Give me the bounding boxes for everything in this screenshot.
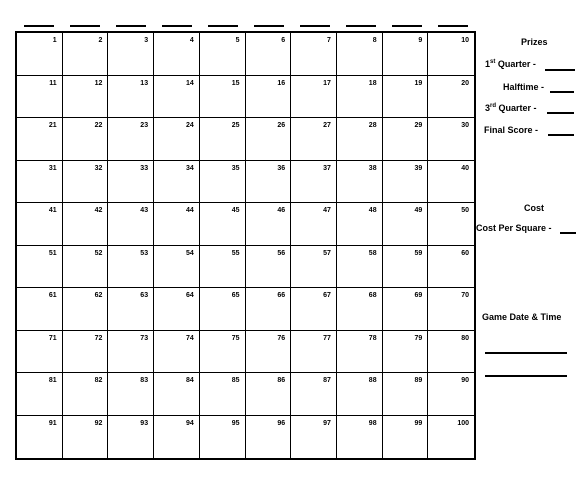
grid-square[interactable]	[291, 288, 337, 331]
column-header-blank[interactable]	[392, 25, 422, 27]
grid-square[interactable]	[383, 203, 429, 246]
grid-square[interactable]	[291, 416, 337, 459]
grid-square[interactable]	[246, 416, 292, 459]
square-number: 76	[277, 334, 286, 342]
grid-square[interactable]	[17, 203, 63, 246]
grid-square[interactable]	[108, 118, 154, 161]
square-number: 37	[323, 164, 331, 172]
grid-square[interactable]	[154, 246, 200, 289]
square-number: 14	[186, 79, 194, 87]
square-number: 45	[231, 207, 240, 214]
grid-square[interactable]	[17, 161, 63, 204]
square-number: 12	[94, 79, 103, 87]
grid-square[interactable]	[200, 203, 246, 246]
grid-square[interactable]	[108, 76, 154, 119]
square-number: 51	[48, 249, 57, 257]
square-number: 23	[140, 122, 149, 129]
cost-title: Cost	[524, 203, 544, 213]
square-number: 71	[48, 334, 57, 342]
grid-square[interactable]	[154, 161, 200, 204]
square-number: 63	[140, 292, 149, 299]
grid-square[interactable]	[246, 288, 292, 331]
square-number: 95	[231, 419, 240, 427]
third-quarter-blank[interactable]	[547, 112, 574, 114]
square-number: 77	[323, 334, 331, 342]
grid-square[interactable]	[337, 118, 383, 161]
game-date-time-blank-1[interactable]	[485, 352, 567, 354]
prizes-title: Prizes	[521, 37, 548, 47]
square-number: 81	[48, 377, 57, 384]
square-number: 98	[368, 419, 377, 427]
square-number: 49	[414, 207, 423, 214]
square-number: 30	[461, 122, 469, 129]
grid-square[interactable]	[200, 288, 246, 331]
square-number: 97	[323, 419, 331, 427]
grid-square[interactable]	[200, 118, 246, 161]
square-number: 62	[94, 292, 103, 299]
grid-square[interactable]	[200, 161, 246, 204]
square-number: 19	[414, 79, 423, 87]
grid-square[interactable]	[291, 161, 337, 204]
grid-square[interactable]	[63, 33, 109, 76]
square-number: 89	[414, 377, 423, 384]
square-number: 73	[140, 334, 149, 342]
game-date-time-blank-2[interactable]	[485, 375, 567, 377]
grid-square[interactable]	[337, 416, 383, 459]
final-score-blank[interactable]	[548, 134, 574, 136]
grid-square[interactable]	[383, 118, 429, 161]
grid-square[interactable]	[63, 76, 109, 119]
grid-square[interactable]	[63, 416, 109, 459]
grid-square[interactable]	[246, 33, 292, 76]
grid-square[interactable]	[383, 33, 429, 76]
square-number: 15	[231, 79, 240, 87]
square-number: 92	[94, 419, 103, 427]
grid-square[interactable]	[291, 331, 337, 374]
grid-square[interactable]	[337, 76, 383, 119]
grid-square[interactable]	[337, 246, 383, 289]
square-number: 68	[368, 292, 377, 299]
grid-square[interactable]	[291, 246, 337, 289]
square-number: 87	[323, 377, 331, 384]
grid-square[interactable]	[154, 331, 200, 374]
grid-square[interactable]	[17, 76, 63, 119]
square-number: 17	[323, 79, 331, 87]
square-number: 16	[277, 79, 286, 87]
grid-square[interactable]	[154, 416, 200, 459]
third-quarter-label: 3rd Quarter -	[485, 103, 537, 113]
grid-square[interactable]	[108, 246, 154, 289]
square-number: 53	[140, 249, 149, 257]
square-number: 84	[186, 377, 194, 384]
grid-square[interactable]	[108, 373, 154, 416]
grid-square[interactable]	[383, 416, 429, 459]
grid-square[interactable]	[337, 203, 383, 246]
grid-square[interactable]	[428, 331, 474, 374]
grid-square[interactable]	[291, 33, 337, 76]
square-number: 93	[140, 419, 149, 427]
grid-square[interactable]	[383, 246, 429, 289]
square-number: 61	[48, 292, 57, 299]
grid-square[interactable]	[154, 288, 200, 331]
grid-square[interactable]	[428, 203, 474, 246]
square-number: 32	[94, 164, 103, 172]
grid-square[interactable]	[17, 288, 63, 331]
square-number: 5	[235, 37, 240, 44]
grid-square[interactable]	[428, 161, 474, 204]
prize-sidebar	[476, 0, 580, 480]
square-number: 9	[418, 37, 423, 44]
grid-square[interactable]	[17, 118, 63, 161]
square-number: 88	[368, 377, 377, 384]
grid-square[interactable]	[428, 33, 474, 76]
cost-per-square-label: Cost Per Square -	[476, 223, 552, 233]
grid-square[interactable]	[291, 203, 337, 246]
grid-square[interactable]	[154, 203, 200, 246]
square-number: 85	[231, 377, 240, 384]
column-header-blank[interactable]	[70, 25, 100, 27]
grid-square[interactable]	[246, 331, 292, 374]
grid-square[interactable]	[428, 288, 474, 331]
column-header-blank[interactable]	[300, 25, 330, 27]
grid-square[interactable]	[337, 33, 383, 76]
grid-square[interactable]	[63, 373, 109, 416]
square-number: 13	[140, 79, 149, 87]
square-number: 1	[52, 37, 57, 44]
grid-square[interactable]	[291, 76, 337, 119]
column-header-blank[interactable]	[438, 25, 468, 27]
square-number: 64	[186, 292, 194, 299]
grid-square[interactable]	[246, 203, 292, 246]
square-number: 26	[277, 122, 286, 129]
grid-square[interactable]	[63, 203, 109, 246]
grid-square[interactable]	[383, 161, 429, 204]
square-number: 65	[231, 292, 240, 299]
grid-square[interactable]	[17, 331, 63, 374]
square-number: 3	[144, 37, 149, 44]
square-number: 70	[461, 292, 469, 299]
grid-square[interactable]	[63, 246, 109, 289]
square-number: 55	[231, 249, 240, 257]
first-quarter-label: 1st Quarter -	[485, 59, 536, 69]
square-number: 80	[461, 334, 469, 342]
square-number: 29	[414, 122, 423, 129]
square-number: 10	[461, 37, 469, 44]
grid-square[interactable]	[154, 118, 200, 161]
cost-per-square-blank[interactable]	[560, 232, 576, 234]
grid-square[interactable]	[428, 416, 474, 459]
square-number: 59	[414, 249, 423, 257]
grid-square[interactable]	[383, 76, 429, 119]
square-number: 28	[368, 122, 377, 129]
grid-square[interactable]	[337, 373, 383, 416]
square-number: 46	[277, 207, 286, 214]
square-number: 20	[461, 79, 469, 87]
square-number: 44	[186, 207, 194, 214]
grid-square[interactable]	[200, 246, 246, 289]
grid-square[interactable]	[200, 331, 246, 374]
square-number: 86	[277, 377, 286, 384]
square-number: 35	[231, 164, 240, 172]
grid-square[interactable]	[428, 246, 474, 289]
grid-square[interactable]	[337, 331, 383, 374]
square-number: 25	[231, 122, 240, 129]
square-number: 83	[140, 377, 149, 384]
grid-square[interactable]	[246, 118, 292, 161]
square-number: 100	[457, 419, 469, 427]
square-number: 47	[323, 207, 331, 214]
square-number: 42	[94, 207, 103, 214]
square-number: 2	[98, 37, 103, 44]
grid-square[interactable]	[291, 373, 337, 416]
grid-square[interactable]	[17, 33, 63, 76]
grid-square[interactable]	[200, 373, 246, 416]
square-number: 56	[277, 249, 286, 257]
square-number: 52	[94, 249, 103, 257]
square-number: 48	[368, 207, 377, 214]
square-number: 22	[94, 122, 103, 129]
halftime-blank[interactable]	[550, 91, 574, 93]
square-number: 91	[48, 419, 57, 427]
square-number: 11	[49, 79, 57, 87]
grid-square[interactable]	[428, 118, 474, 161]
square-number: 33	[140, 164, 149, 172]
column-header-blank[interactable]	[116, 25, 146, 27]
squares-grid	[15, 31, 476, 460]
halftime-label: Halftime -	[503, 82, 545, 92]
grid-square[interactable]	[108, 203, 154, 246]
square-number: 31	[48, 164, 57, 172]
square-number: 40	[461, 164, 469, 172]
first-quarter-blank[interactable]	[545, 69, 575, 71]
square-number: 27	[323, 122, 331, 129]
square-number: 6	[281, 37, 286, 44]
square-number: 21	[48, 122, 57, 129]
square-number: 8	[372, 37, 377, 44]
square-number: 82	[94, 377, 103, 384]
grid-square[interactable]	[383, 288, 429, 331]
square-number: 90	[461, 377, 469, 384]
grid-square[interactable]	[246, 161, 292, 204]
square-number: 74	[186, 334, 194, 342]
final-score-label: Final Score -	[484, 125, 539, 135]
column-header-blank[interactable]	[254, 25, 284, 27]
grid-square[interactable]	[337, 288, 383, 331]
square-number: 54	[186, 249, 194, 257]
square-number: 60	[461, 249, 469, 257]
column-header-blank[interactable]	[208, 25, 238, 27]
square-number: 50	[461, 207, 469, 214]
grid-square[interactable]	[291, 118, 337, 161]
square-number: 78	[368, 334, 377, 342]
column-header-blank[interactable]	[346, 25, 376, 27]
grid-square[interactable]	[200, 33, 246, 76]
column-header-blank[interactable]	[162, 25, 192, 27]
square-number: 4	[189, 37, 194, 44]
grid-square[interactable]	[154, 76, 200, 119]
grid-square[interactable]	[154, 33, 200, 76]
grid-square[interactable]	[246, 373, 292, 416]
column-header-blank[interactable]	[24, 25, 54, 27]
square-number: 7	[326, 37, 331, 44]
square-number: 99	[414, 419, 423, 427]
square-number: 67	[323, 292, 331, 299]
grid-square[interactable]	[63, 288, 109, 331]
square-number: 18	[368, 79, 377, 87]
grid-square[interactable]	[17, 416, 63, 459]
grid-square[interactable]	[246, 76, 292, 119]
square-number: 96	[277, 419, 286, 427]
grid-square[interactable]	[108, 331, 154, 374]
grid-square[interactable]	[154, 373, 200, 416]
grid-square[interactable]	[200, 416, 246, 459]
grid-square[interactable]	[17, 246, 63, 289]
square-number: 72	[94, 334, 103, 342]
square-number: 69	[414, 292, 423, 299]
square-number: 39	[414, 164, 423, 172]
square-number: 43	[140, 207, 149, 214]
grid-square[interactable]	[428, 373, 474, 416]
square-number: 79	[414, 334, 423, 342]
grid-square[interactable]	[383, 373, 429, 416]
grid-square[interactable]	[200, 76, 246, 119]
grid-square[interactable]	[383, 331, 429, 374]
square-number: 75	[231, 334, 240, 342]
grid-square[interactable]	[108, 288, 154, 331]
grid-square[interactable]	[108, 33, 154, 76]
square-number: 34	[186, 164, 194, 172]
square-number: 57	[323, 249, 331, 257]
square-number: 36	[277, 164, 286, 172]
grid-square[interactable]	[63, 331, 109, 374]
square-number: 66	[277, 292, 286, 299]
grid-square[interactable]	[108, 161, 154, 204]
grid-square[interactable]	[63, 118, 109, 161]
grid-square[interactable]	[17, 373, 63, 416]
grid-square[interactable]	[108, 416, 154, 459]
square-number: 94	[186, 419, 194, 427]
game-date-time-label: Game Date & Time	[482, 312, 562, 322]
square-number: 58	[368, 249, 377, 257]
grid-square[interactable]	[428, 76, 474, 119]
grid-square[interactable]	[63, 161, 109, 204]
grid-square[interactable]	[246, 246, 292, 289]
square-number: 38	[368, 164, 377, 172]
square-number: 24	[186, 122, 194, 129]
grid-square[interactable]	[337, 161, 383, 204]
square-number: 41	[48, 207, 57, 214]
